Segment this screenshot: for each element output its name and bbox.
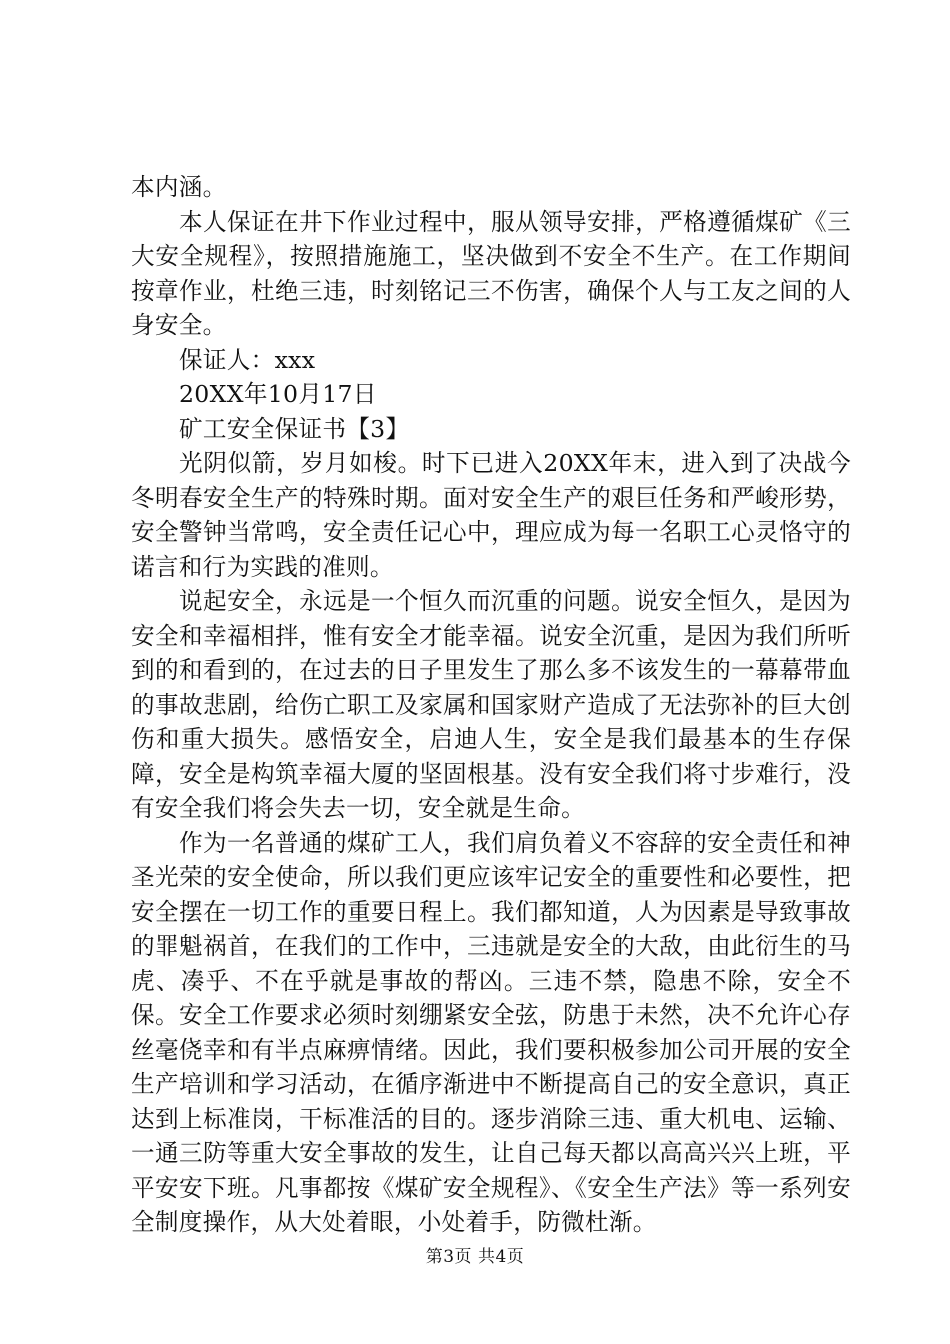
document-body (131, 170, 851, 1240)
paragraph-pledge: 本人保证在井下作业过程中，服从领导安排，严格遵循煤矿《三大安全规程》，按照措施施工，坚决做到不安全不生产。在工作期间按章作业，杜绝三违，时刻铭记三不伤害，确保个人与工友之间的人身安全。 (131, 207, 851, 339)
page-footer: 第3页 共4页 (425, 1247, 525, 1267)
date-line: 20XX年10月17日 (179, 380, 377, 408)
guarantor-line: 保证人：xxx (179, 345, 316, 374)
paragraph-safety-meaning: 说起安全，永远是一个恒久而沉重的问题。说安全恒久，是因为安全和幸福相拌，惟有安全才能幸福。说安全沉重，是因为我们所听到的和看到的，在过去的日子里发生了那么多不该发生的一幕幕带血的事故悲剧，给伤亡职工及家属和国家财产造成了无法弥补的巨大创伤和重大损失。感悟安全，启迪人生，安全是我们最基本的生存保障，安全是构筑幸福大厦的坚固根基。没有安全我们将寸步难行，没有安全我们将会失去一切，安全就是生命。 (131, 587, 851, 822)
paragraph-intro: 光阴似箭，岁月如梭。时下已进入20XX年末，进入到了决战今冬明春安全生产的特殊时期。面对安全生产的艰巨任务和严峻形势，安全警钟当常鸣，安全责任记心中，理应成为每一名职工心灵恪守的诺言和行为实践的准则。 (131, 449, 851, 581)
section-heading: 矿工安全保证书【3】 (179, 414, 410, 443)
paragraph-worker-duty: 作为一名普通的煤矿工人，我们肩负着义不容辞的安全责任和神圣光荣的安全使命，所以我们更应该牢记安全的重要性和必要性，把安全摆在一切工作的重要日程上。我们都知道，人为因素是导致事故的罪魁祸首，在我们的工作中，三违就是安全的大敌，由此衍生的马虎、凑乎、不在乎就是事故的帮凶。三违不禁，隐患不除，安全不保。安全工作要求必须时刻绷紧安全弦，防患于未然，决不允许心存丝毫侥幸和有半点麻痹情绪。因此，我们要积极参加公司开展的安全生产培训和学习活动，在循序渐进中不断提高自己的安全意识，真正达到上标准岗，干标准活的目的。逐步消除三违、重大机电、运输、一通三防等重大安全事故的发生，让自己每天都以高高兴兴上班，平平安安下班。凡事都按《煤矿安全规程》、《安全生产法》等一系列安全制度操作，从大处着眼，小处着手，防微杜渐。 (131, 828, 851, 1236)
paragraph-continuation: 本内涵。 (131, 173, 227, 201)
